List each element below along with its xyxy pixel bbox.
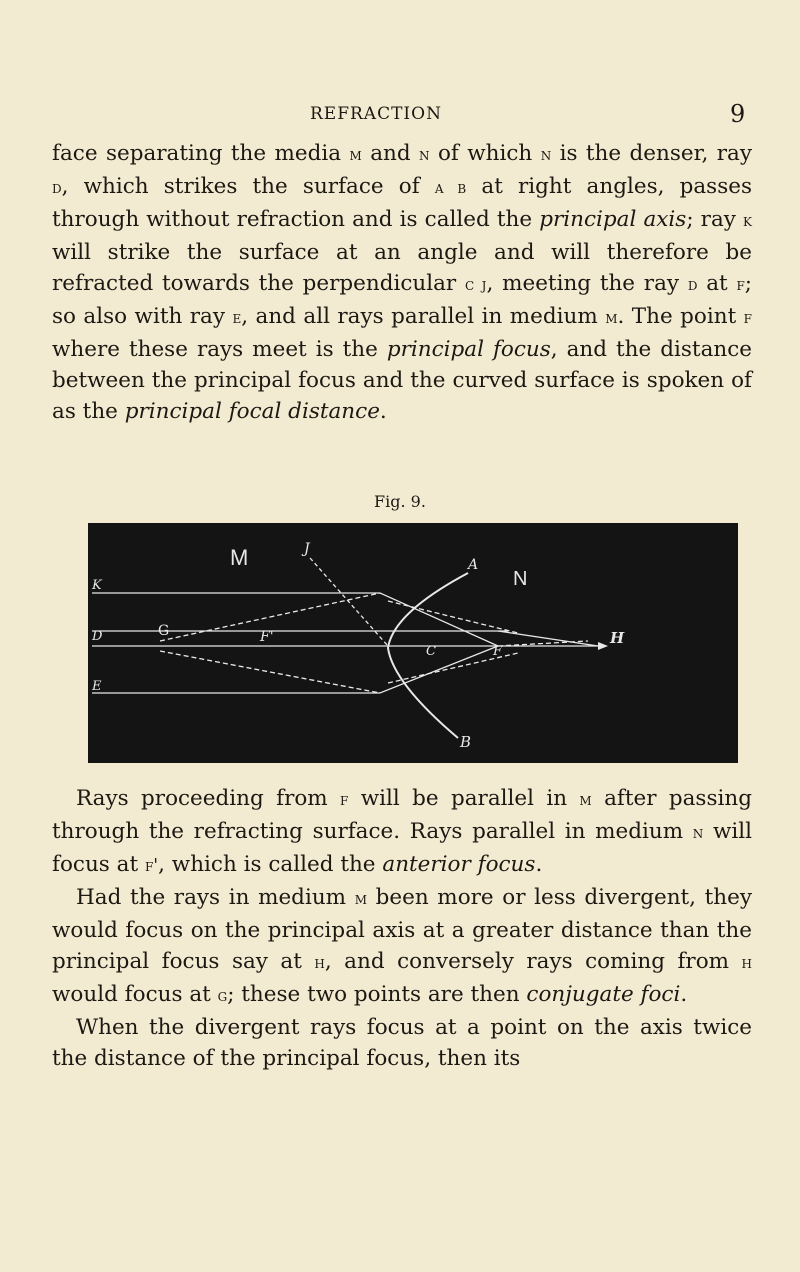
label-b: B: [460, 733, 472, 751]
label-g: G: [158, 623, 170, 639]
page-number: 9: [730, 100, 746, 128]
label-a: A: [468, 557, 479, 573]
label-n: N: [513, 568, 528, 590]
label-e: E: [92, 679, 102, 694]
figure-caption: Fig. 9.: [374, 492, 426, 511]
paragraph-2: Rays proceeding from f will be parallel in m after passing through the refracting surface. Rays parallel in medium n will focus at f', which is called the anterior focus.: [52, 786, 752, 877]
label-f: F: [493, 644, 503, 659]
label-c: C: [426, 644, 436, 659]
page-header: [0, 100, 800, 130]
text-block-top: [52, 138, 752, 427]
label-h: H: [610, 629, 625, 647]
label-m: M: [230, 545, 249, 570]
text-block-bottom: [52, 783, 752, 1074]
paragraph-3: Had the rays in medium m been more or less divergent, they would focus on the principal axis at a greater distance than the principal focus say at h, and conversely rays coming from h would focus at g; these two points are then conjugate foci.: [52, 885, 752, 1007]
label-j: J: [304, 541, 310, 557]
paragraph-1: face separating the media m and n of which n is the denser, ray d, which strikes the surface of a b at right angles, passes through without refraction and is called the principal axis; ray k will strike the surface at an angle and will therefore be refracted towards the perpendicular c j, meeting the ray d at f; so also with ray e, and all rays parallel in medium m. The point f where these rays meet is the principal focus, and the distance between the principal focus and the curved surface is spoken of as the principal focal distance.: [52, 141, 753, 424]
label-k: K: [92, 578, 102, 593]
running-head: REFRACTION: [310, 104, 442, 124]
refraction-diagram: [88, 523, 738, 763]
label-f-prime: F': [260, 629, 274, 645]
label-d: D: [92, 629, 103, 644]
paragraph-4: When the divergent rays focus at a point on the axis twice the distance of the principal focus, then its: [52, 1015, 752, 1071]
diagram-background: [88, 523, 738, 763]
figure-9: [88, 523, 738, 763]
